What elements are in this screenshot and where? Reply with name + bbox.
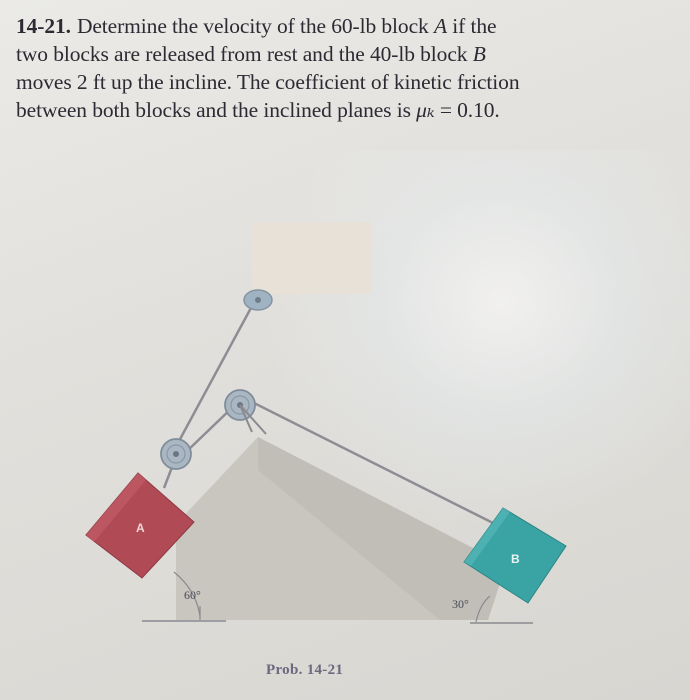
top-pulley	[244, 290, 272, 310]
lower-left-pulley	[161, 439, 191, 469]
problem-line-2-text: two blocks are released from rest and the 40-lb block	[16, 42, 473, 66]
problem-line-4-text: between both blocks and the inclined planes is	[16, 98, 417, 122]
problem-line-1-end: if the	[447, 14, 497, 38]
friction-coefficient-symbol: μₖ	[416, 98, 435, 122]
angle-right-label: 30°	[452, 597, 469, 611]
block-a-variable: A	[433, 14, 447, 38]
block-b-variable: B	[472, 42, 486, 66]
problem-number: 14-21.	[16, 14, 71, 38]
problem-line-3: moves 2 ft up the incline. The coefficient of kinetic friction	[16, 70, 520, 94]
problem-line-4-end: = 0.10.	[434, 98, 500, 122]
figure-caption: Prob. 14-21	[266, 662, 344, 678]
block-b-label: B	[511, 552, 520, 566]
problem-line-1-text: Determine the velocity of the 60-lb block	[76, 14, 434, 38]
block-a-label: A	[136, 521, 145, 535]
rope-top-to-pulley	[172, 306, 252, 454]
angle-left-label: 60°	[184, 588, 201, 602]
incline-top-pulley	[225, 390, 266, 434]
ceiling-support	[252, 222, 372, 294]
